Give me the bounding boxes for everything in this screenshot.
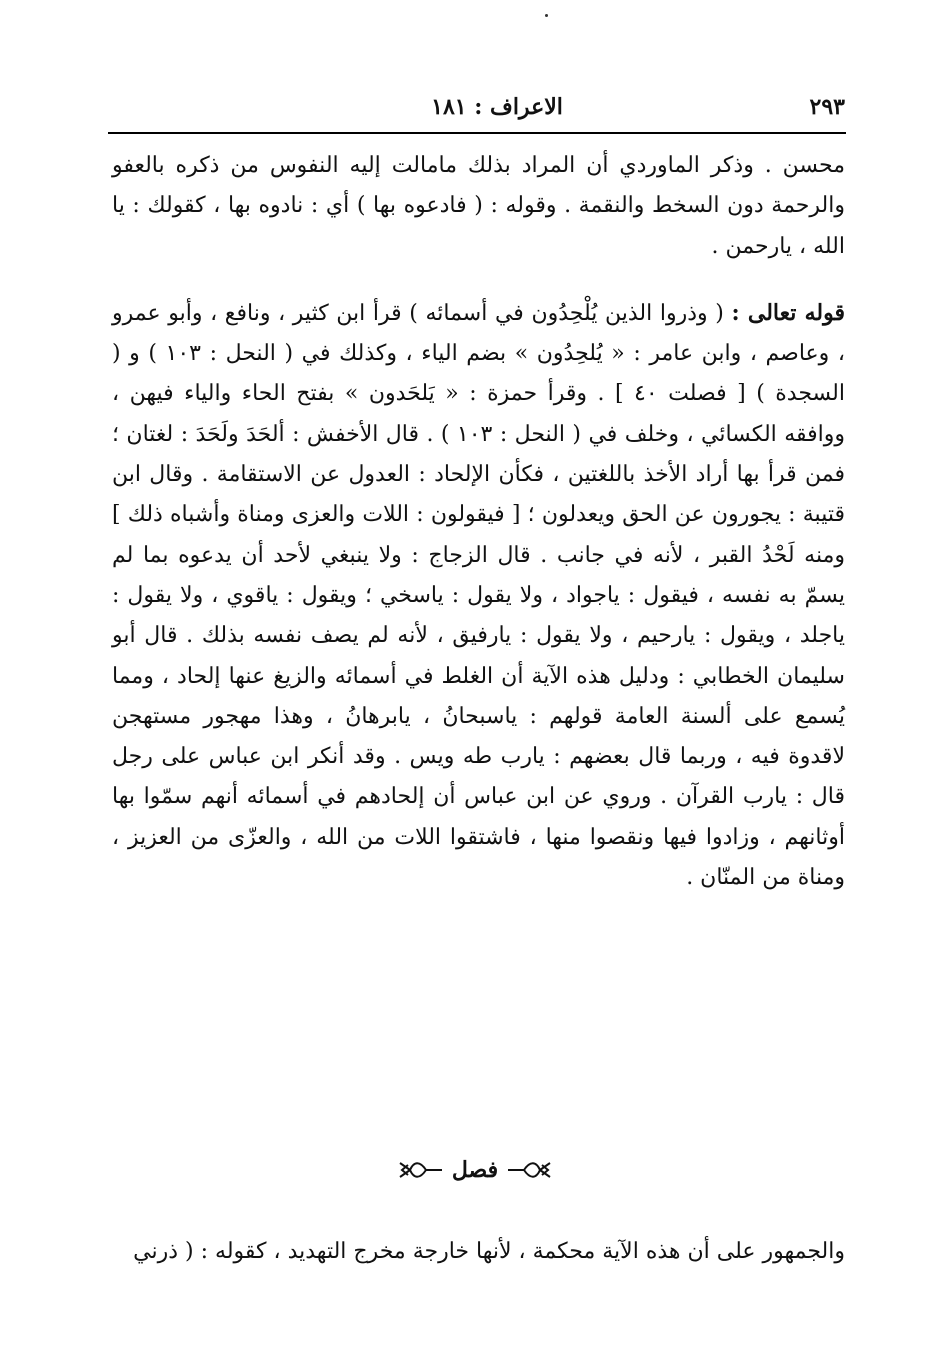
- ornament-right-icon: [506, 1159, 554, 1181]
- main-text: [112, 146, 845, 898]
- running-title: الاعراف : ١٨١: [431, 94, 563, 120]
- paragraph-2-text: ( وذروا الذين يُلْحِدُون في أسمائه ) قرأ ابن كثير ، ونافع ، وأبو عمرو ، وعاصم ، وابن عامر : « يُلحِدُون » بضم الياء ، وكذلك في ( النحل : ١٠٣ ) و ( السجدة ) [ فصلت ٤٠ ] . وقرأ حمزة : « يَلحَدون » بفتح الحاء والياء فيهن ، ووافقه الكسائي ، وخلف في ( النحل : ١٠٣ ) . قال الأخفش : ألحَدَ ولَحَدَ : لغتان ؛ فمن قرأ بها أراد الأخذ باللغتين ، فكأن الإلحاد : العدول عن الاستقامة . وقال ابن قتيبة : يجورون عن الحق ويعدلون ؛ [ فيقولون : اللات والعزى ومناة وأشباه ذلك ] ومنه لَحْدُ القبر ، لأنه في جانب . قال الزجاج : ولا ينبغي لأحد أن يدعوه بما لم يسمّ به نفسه ، فيقول : ياجواد ، ولا يقول : ياسخي ؛ ويقول : ياقوي ، ولا يقول : ياجلد ، ويقول : يارحيم ، ولا يقول : يارفيق ، لأنه لم يصف نفسه بذلك . قال أبو سليمان الخطابي : ودليل هذه الآية أن الغلط في أسمائه والزيغ عنها إلحاد ، ومما يُسمع على ألسنة العامة قولهم : ياسبحانُ ، يابرهانُ ، وهذا مهجور مستهجن لاقدوة فيه ، وربما قال بعضهم : يارب طه ويس . وقد أنكر ابن عباس على رجل قال : يارب القرآن . وروي عن ابن عباس أن إلحادهم في أسمائه أنهم سمّوا بها أوثانهم ، وزادوا فيها ونقصوا منها ، فاشتقوا اللات من الله ، والعزّى من العزيز ، ومناة من المنّان .: [112, 300, 846, 891]
- page-mark: [545, 14, 548, 17]
- ornament-left-icon: [396, 1159, 444, 1181]
- header-rule: [108, 132, 846, 134]
- page-header: [112, 92, 845, 128]
- continuation-line: والجمهور على أن هذه الآية محكمة ، لأنها خارجة مخرج التهديد ، كقوله : ( ذرني: [133, 1239, 845, 1264]
- paragraph-2-lead: قوله تعالى :: [731, 299, 845, 326]
- section-label: فصل: [451, 1157, 499, 1183]
- paragraph-2: [112, 293, 845, 898]
- paragraph-1: محسن . وذكر الماوردي أن المراد بذلك مامالت إليه النفوس من ذكره بالعفو والرحمة دون السخط والنقمة . وقوله : ( فادعوه بها ) أي : نادوه بها ، كقولك : يا الله ، يارحمن .: [112, 153, 845, 259]
- section-divider: [380, 1150, 570, 1190]
- page-number: ٢٩٣: [809, 94, 845, 120]
